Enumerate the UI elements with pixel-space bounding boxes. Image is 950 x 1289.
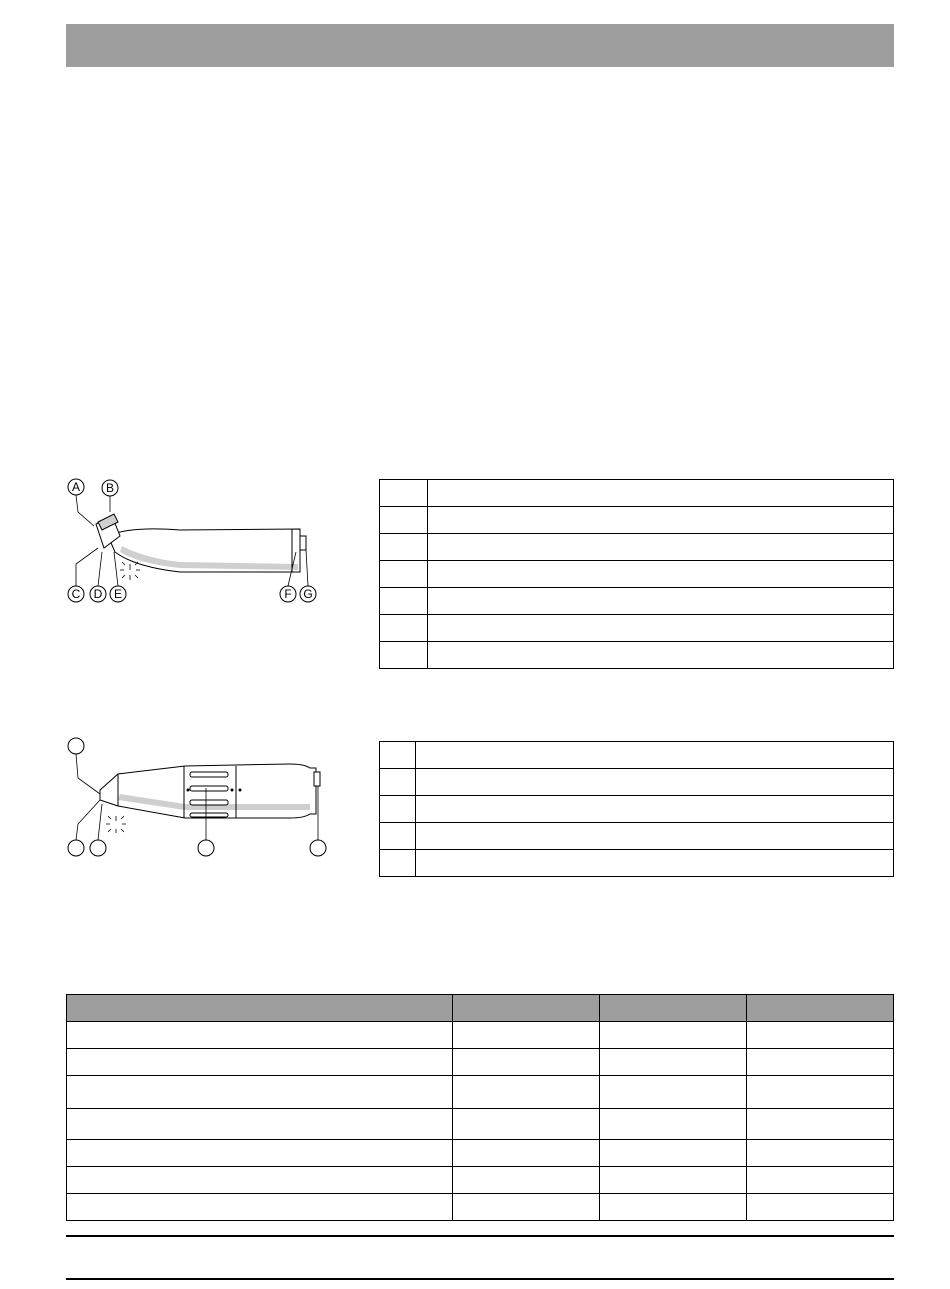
legend-key [380, 796, 416, 823]
svg-text:E: E [113, 587, 123, 601]
callout-circle [198, 840, 214, 856]
legend-table-2 [379, 741, 894, 877]
column-header [67, 995, 453, 1022]
legend-key [380, 742, 416, 769]
legend-table-1 [379, 479, 894, 669]
legend-key [380, 534, 428, 561]
table-row [380, 507, 894, 534]
table-cell [747, 1194, 894, 1221]
svg-text:C: C [71, 587, 81, 601]
column-header [453, 995, 600, 1022]
legend-text [416, 742, 894, 769]
legend-text [428, 534, 894, 561]
table-cell [453, 1194, 600, 1221]
legend-text [428, 561, 894, 588]
table-cell [600, 1140, 747, 1167]
table-row [380, 588, 894, 615]
table-cell [453, 1140, 600, 1167]
table-cell [67, 1049, 453, 1076]
table-cell [600, 1194, 747, 1221]
table-row [67, 1022, 894, 1049]
svg-text:A: A [71, 480, 81, 494]
legend-key [380, 769, 416, 796]
legend-key [380, 480, 428, 507]
table-row [67, 1049, 894, 1076]
legend-key [380, 615, 428, 642]
callout-circle [90, 840, 106, 856]
table-cell [747, 1049, 894, 1076]
table-cell [600, 1076, 747, 1109]
legend-text [416, 796, 894, 823]
legend-text [428, 642, 894, 669]
table-row [380, 796, 894, 823]
table-cell [747, 1076, 894, 1109]
table-row [380, 823, 894, 850]
legend-key [380, 561, 428, 588]
table-row [67, 1167, 894, 1194]
legend-key [380, 823, 416, 850]
callout-d [90, 586, 106, 602]
table-cell [453, 1049, 600, 1076]
legend-key [380, 850, 416, 877]
specification-table [66, 994, 894, 1221]
table-cell [453, 1076, 600, 1109]
table-row [380, 642, 894, 669]
callout-f [280, 586, 296, 602]
legend-text [416, 823, 894, 850]
callout-circle [310, 840, 326, 856]
table-cell [600, 1109, 747, 1140]
table-header-row [67, 995, 894, 1022]
legend-key [380, 507, 428, 534]
table-cell [600, 1022, 747, 1049]
svg-text:G: G [303, 587, 313, 601]
callout-circle [68, 840, 84, 856]
svg-text:B: B [105, 481, 115, 495]
callout-c [68, 586, 84, 602]
table-cell [747, 1167, 894, 1194]
table-row [380, 480, 894, 507]
table-row [67, 1109, 894, 1140]
table-row [380, 615, 894, 642]
table-row [380, 534, 894, 561]
contra-angle-handpiece-figure [60, 472, 340, 612]
callout-g [300, 586, 316, 602]
table-row [67, 1140, 894, 1167]
table-row [67, 1194, 894, 1221]
legend-text [416, 769, 894, 796]
legend-text [428, 615, 894, 642]
table-cell [67, 1140, 453, 1167]
straight-handpiece-figure [60, 734, 340, 864]
table-row [380, 561, 894, 588]
svg-text:D: D [93, 587, 103, 601]
table-cell [67, 1076, 453, 1109]
legend-text [428, 507, 894, 534]
table-cell [747, 1140, 894, 1167]
column-header [747, 995, 894, 1022]
table-cell [747, 1109, 894, 1140]
table-cell [67, 1167, 453, 1194]
column-header [600, 995, 747, 1022]
table-row [380, 769, 894, 796]
footer-rule-bottom [66, 1278, 894, 1280]
legend-text [416, 850, 894, 877]
table-row [67, 1076, 894, 1109]
table-cell [453, 1022, 600, 1049]
table-row [380, 850, 894, 877]
table-cell [67, 1109, 453, 1140]
table-cell [453, 1167, 600, 1194]
callout-a [68, 479, 84, 495]
table-row [380, 742, 894, 769]
footer-rule-top [66, 1235, 894, 1237]
table-cell [600, 1167, 747, 1194]
legend-key [380, 588, 428, 615]
callout-circle [68, 738, 84, 754]
callout-e [110, 586, 126, 602]
table-cell [67, 1194, 453, 1221]
callout-b [102, 480, 118, 496]
legend-key [380, 642, 428, 669]
table-cell [453, 1109, 600, 1140]
table-cell [600, 1049, 747, 1076]
table-cell [67, 1022, 453, 1049]
page-header-bar [66, 24, 894, 67]
svg-text:F: F [284, 587, 292, 601]
legend-text [428, 480, 894, 507]
table-cell [747, 1022, 894, 1049]
legend-text [428, 588, 894, 615]
